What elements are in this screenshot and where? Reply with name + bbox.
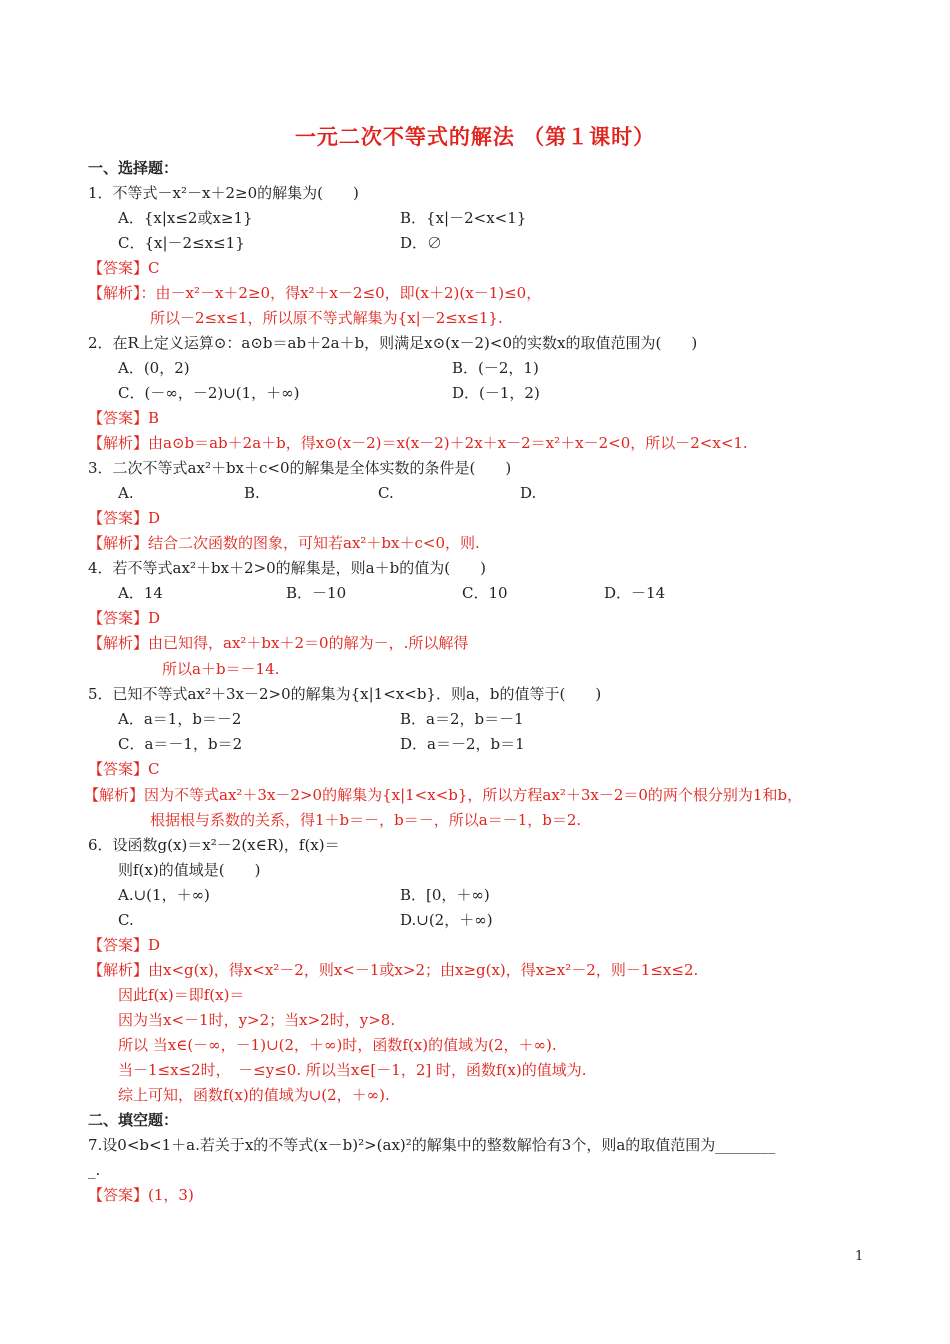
question-4-analysis-line2: 所以a＋b＝－14. <box>162 660 280 678</box>
question-2-option-c: C．(－∞，－2)∪(1，＋∞) <box>118 384 300 402</box>
question-6-option-b: B．[0，＋∞) <box>400 886 490 904</box>
question-4-analysis-line1: 【解析】由已知得，ax²＋bx＋2＝0的解为－，.所以解得 <box>88 634 469 652</box>
question-2-option-b: B．(－2，1) <box>452 359 539 377</box>
question-6-stem-line2: 则f(x)的值域是( ) <box>118 861 261 879</box>
question-6-answer: 【答案】D <box>88 936 161 954</box>
question-1-option-b: B．{x|－2<x<1} <box>400 209 527 227</box>
question-3-option-d: D. <box>520 484 537 502</box>
question-5-stem: 5．已知不等式ax²＋3x－2>0的解集为{x|1<x<b}．则a，b的值等于( ) <box>88 685 602 703</box>
question-6-analysis-line5: 当－1≤x≤2时， －≤y≤0. 所以当x∈[－1，2] 时，函数f(x)的值域为. <box>118 1061 587 1079</box>
page-number: 1 <box>855 1249 864 1264</box>
question-4-option-b: B．－10 <box>286 584 347 602</box>
question-3-answer: 【答案】D <box>88 509 161 527</box>
question-5-option-a: A．a＝1，b＝－2 <box>118 710 242 728</box>
question-1-option-c: C．{x|－2≤x≤1} <box>118 234 245 252</box>
question-2-answer: 【答案】B <box>88 409 160 427</box>
question-3-option-b: B. <box>244 484 260 502</box>
question-3-stem: 3．二次不等式ax²＋bx＋c<0的解集是全体实数的条件是( ) <box>88 459 512 477</box>
question-2-option-d: D．(－1，2) <box>452 384 540 402</box>
question-6-analysis-line6: 综上可知，函数f(x)的值域为∪(2，＋∞). <box>118 1086 390 1104</box>
question-6-option-a: A.∪(1，＋∞) <box>118 886 210 904</box>
section-heading-fill-in: 二、填空题： <box>88 1111 179 1129</box>
question-3-option-c: C. <box>378 484 394 502</box>
question-2-analysis-line1: 【解析】由a⊙b＝ab＋2a＋b，得x⊙(x－2)＝x(x－2)＋2x＋x－2＝x²＋x－2<0，所以－2<x<1. <box>88 434 748 452</box>
question-7-stem-line2: _. <box>88 1161 101 1179</box>
question-4-stem: 4．若不等式ax²＋bx＋2>0的解集是，则a＋b的值为( ) <box>88 559 486 577</box>
question-3-analysis-line1: 【解析】结合二次函数的图象，可知若ax²＋bx＋c<0，则. <box>88 534 480 552</box>
question-4-option-a: A．14 <box>118 584 163 602</box>
question-2-option-a: A．(0，2) <box>118 359 190 377</box>
question-2-stem: 2．在R上定义运算⊙：a⊙b＝ab＋2a＋b，则满足x⊙(x－2)<0的实数x的取值范围为( ) <box>88 334 698 352</box>
question-5-answer: 【答案】C <box>88 760 160 778</box>
question-1-option-d: D．∅ <box>400 234 443 252</box>
question-1-option-a: A．{x|x≤2或x≥1} <box>118 209 253 227</box>
question-7-stem: 7.设0<b<1＋a.若关于x的不等式(x－b)²>(ax)²的解集中的整数解恰有3个，则a的取值范围为________ <box>88 1136 776 1154</box>
question-5-analysis-line2: 根据根与系数的关系，得1＋b＝－，b＝－，所以a＝－1，b＝2. <box>150 811 582 829</box>
question-5-option-d: D．a＝－2，b＝1 <box>400 735 525 753</box>
section-heading-choice: 一、选择题： <box>88 159 179 177</box>
question-4-answer: 【答案】D <box>88 609 161 627</box>
question-6-analysis-line3: 因为当x<－1时，y>2；当x>2时，y>8. <box>118 1011 396 1029</box>
question-6-analysis-line2: 因此f(x)＝即f(x)＝ <box>118 986 245 1004</box>
question-6-analysis-line1: 【解析】由x<g(x)，得x<x²－2，则x<－1或x>2；由x≥g(x)，得x≥x²－2，则－1≤x≤2. <box>88 961 699 979</box>
question-5-option-b: B．a＝2，b＝－1 <box>400 710 524 728</box>
page-title: 一元二次不等式的解法 （第１课时） <box>294 124 656 149</box>
question-1-analysis-line1: 【解析】：由－x²－x＋2≥0，得x²＋x－2≤0，即(x＋2)(x－1)≤0， <box>88 284 542 302</box>
question-6-stem: 6．设函数g(x)＝x²－2(x∈R)，f(x)＝ <box>88 836 340 854</box>
question-1-analysis-line2: 所以－2≤x≤1，所以原不等式解集为{x|－2≤x≤1}. <box>150 309 503 327</box>
question-6-option-c: C. <box>118 911 134 929</box>
question-5-analysis-line1: 【解析】因为不等式ax²＋3x－2>0的解集为{x|1<x<b}，所以方程ax²＋3x－2＝0的两个根分别为1和b， <box>84 786 803 804</box>
question-4-option-d: D．－14 <box>604 584 666 602</box>
question-6-option-d: D.∪(2，＋∞) <box>400 911 493 929</box>
question-4-option-c: C．10 <box>462 584 508 602</box>
question-1-answer: 【答案】C <box>88 259 160 277</box>
question-1-stem: 1．不等式－x²－x＋2≥0的解集为( ) <box>88 184 359 202</box>
question-3-option-a: A. <box>118 484 134 502</box>
question-7-answer: 【答案】(1，3) <box>88 1186 194 1204</box>
question-6-analysis-line4: 所以 当x∈(－∞，－1)∪(2，＋∞)时，函数f(x)的值域为(2，＋∞). <box>118 1036 557 1054</box>
question-5-option-c: C．a＝－1，b＝2 <box>118 735 243 753</box>
